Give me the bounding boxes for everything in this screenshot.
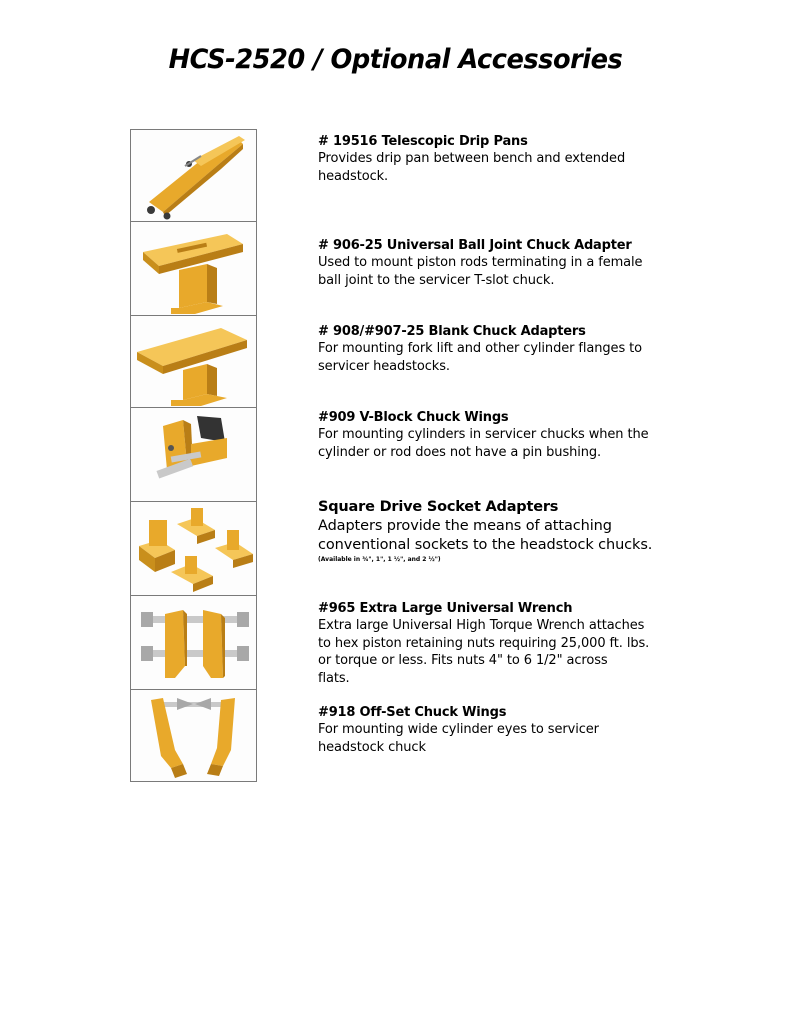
item-title: # 908/#907-25 Blank Chuck Adapters [318, 324, 586, 339]
accessory-item-906-25 [318, 237, 758, 289]
accessory-item-19516 [318, 133, 758, 185]
item-description-line: Extra large Universal High Torque Wrench attaches [318, 618, 645, 633]
item-description-line: headstock. [318, 168, 389, 184]
item-title: #965 Extra Large Universal Wrench [318, 601, 573, 616]
universal-wrench-image [130, 595, 257, 690]
item-title: Square Drive Socket Adapters [318, 499, 559, 515]
off-set-chuck-wings-image [130, 689, 257, 782]
item-description-line: For mounting cylinders in servicer chucks when the [318, 427, 649, 442]
item-title: # 19516 Telescopic Drip Pans [318, 134, 528, 149]
item-description-line: For mounting wide cylinder eyes to servicer [318, 722, 599, 737]
accessory-item-965 [318, 600, 758, 687]
item-description-line: flats. [318, 670, 350, 686]
square-drive-socket-adapters-image [130, 501, 257, 596]
thumbnail-column [130, 130, 257, 782]
accessory-item-socket-adapters [318, 498, 758, 564]
blank-chuck-adapter-image [130, 315, 257, 408]
accessory-item-918 [318, 704, 758, 756]
item-description-line: Adapters provide the means of attaching [318, 518, 612, 534]
item-title: #918 Off-Set Chuck Wings [318, 705, 507, 720]
item-description-line: cylinder or rod does not have a pin bushing. [318, 444, 602, 460]
item-description-line: to hex piston retaining nuts requiring 25,000 ft. lbs. [318, 635, 650, 651]
v-block-chuck-wings-image [130, 407, 257, 502]
item-title: # 906-25 Universal Ball Joint Chuck Adapter [318, 238, 632, 253]
item-description-line: Used to mount piston rods terminating in a female [318, 255, 643, 270]
telescopic-drip-pans-image [130, 129, 257, 222]
item-description-line: headstock chuck [318, 739, 426, 755]
item-availability-note: (Available in ¾", 1", 1 ½", and 2 ½") [318, 556, 441, 563]
item-description-line: For mounting fork lift and other cylinder flanges to [318, 341, 642, 356]
item-description-line: servicer headstocks. [318, 358, 450, 374]
accessory-item-909 [318, 409, 758, 461]
item-description-line: or torque or less. Fits nuts 4" to 6 1/2" across [318, 653, 608, 668]
item-title: #909 V-Block Chuck Wings [318, 410, 509, 425]
ball-joint-chuck-adapter-image [130, 221, 257, 316]
item-description-line: ball joint to the servicer T-slot chuck. [318, 272, 555, 288]
page-title: HCS-2520 / Optional Accessories [168, 44, 623, 75]
item-description-line: conventional sockets to the headstock chucks. [318, 537, 653, 553]
accessory-item-908-907-25 [318, 323, 758, 375]
item-description-line: Provides drip pan between bench and extended [318, 151, 626, 166]
